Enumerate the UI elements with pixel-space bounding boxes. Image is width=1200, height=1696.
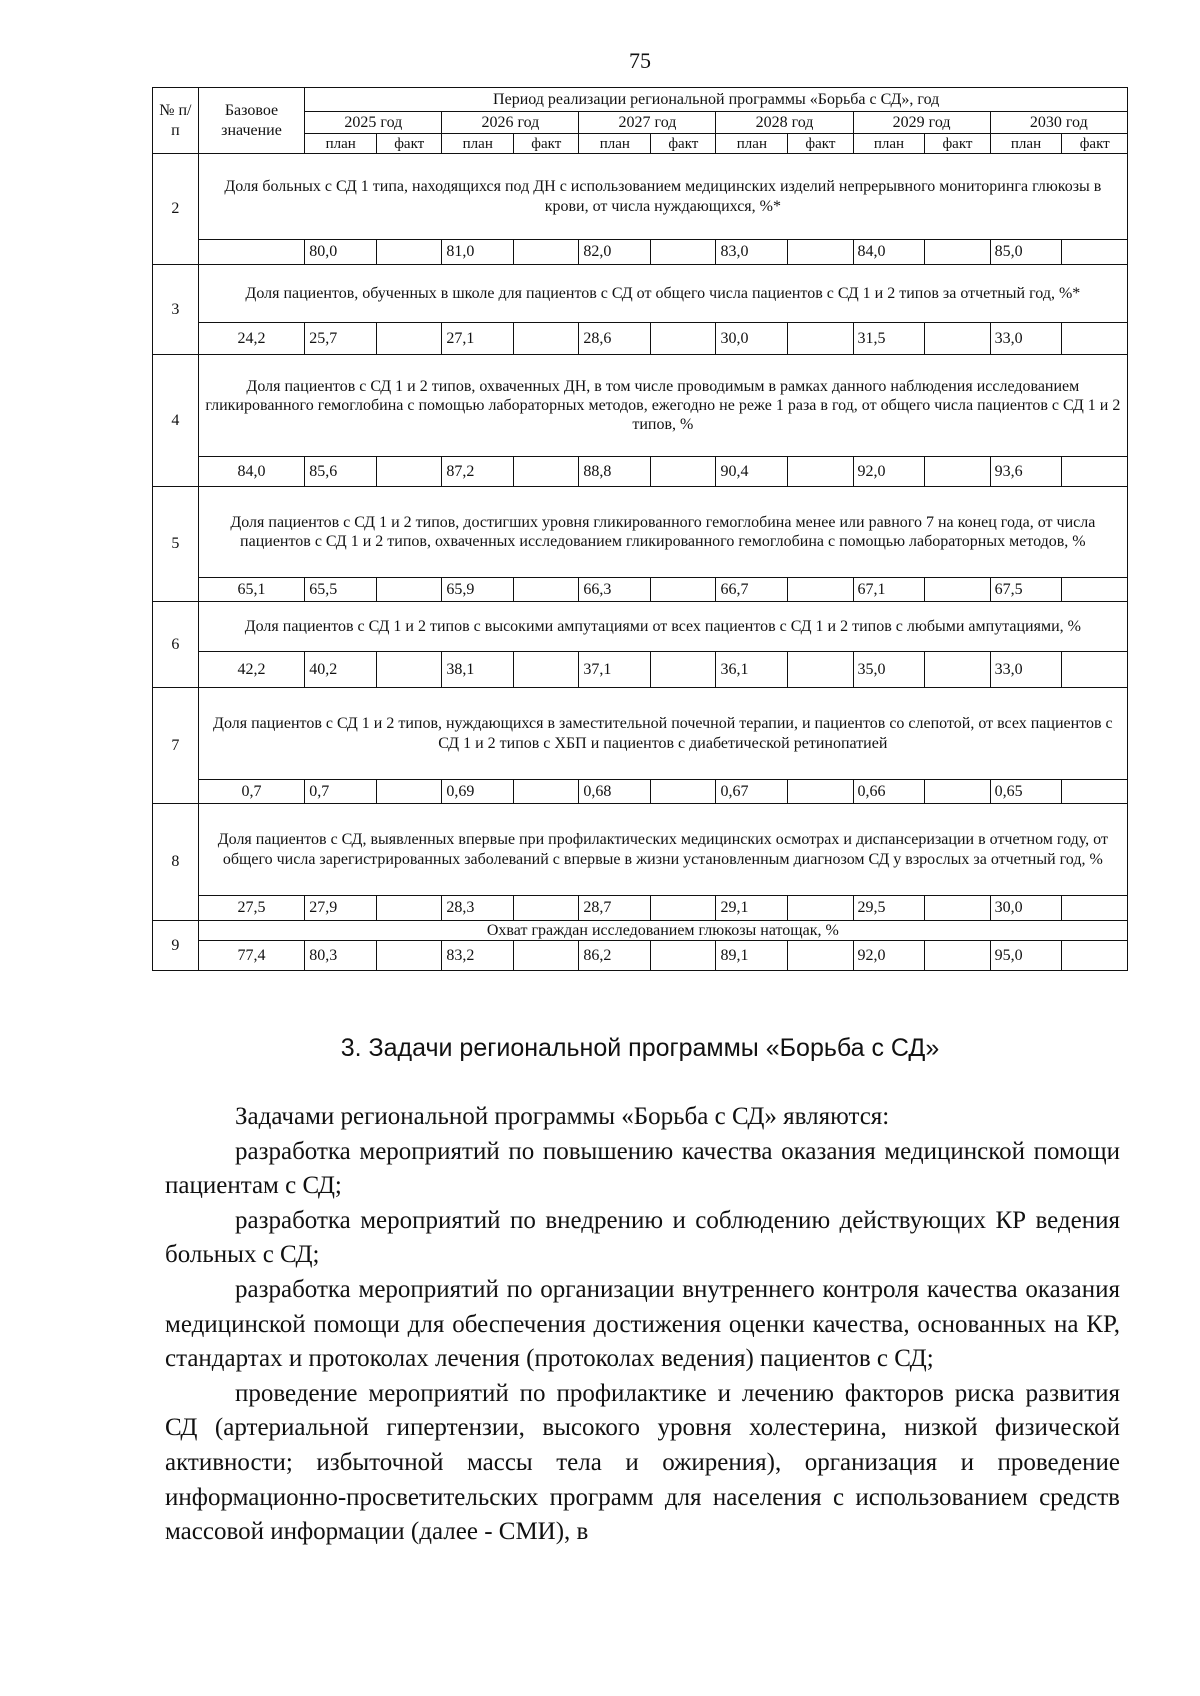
fact-cell	[651, 896, 716, 921]
plan-value: 36,1	[716, 652, 788, 688]
fact-cell	[377, 941, 442, 971]
base-value: 0,7	[198, 780, 305, 804]
fact-cell	[377, 896, 442, 921]
indicator-description: Доля больных с СД 1 типа, находящихся под ДН с использованием медицинских изделий непрерывного мониторинга глюкозы в крови, от числа нуждающихся, %*	[198, 154, 1127, 240]
header-plan: план	[305, 134, 377, 154]
fact-cell	[788, 240, 853, 265]
header-plan: план	[716, 134, 788, 154]
plan-value: 90,4	[716, 457, 788, 487]
fact-cell	[788, 896, 853, 921]
fact-cell	[788, 652, 853, 688]
header-num: № п/п	[153, 88, 199, 154]
plan-value: 83,0	[716, 240, 788, 265]
fact-cell	[925, 941, 990, 971]
plan-value: 0,68	[579, 780, 651, 804]
header-fact: факт	[651, 134, 716, 154]
indicator-description: Доля пациентов с СД 1 и 2 типов, нуждающихся в заместительной почечной терапии, и пациентов со слепотой, от всех пациентов с СД 1 и 2 типов с ХБП и пациентов с диабетической ретинопатией	[198, 688, 1127, 780]
plan-value: 87,2	[442, 457, 514, 487]
base-value: 65,1	[198, 578, 305, 602]
base-value	[198, 240, 305, 265]
plan-value: 88,8	[579, 457, 651, 487]
fact-cell	[1062, 578, 1128, 602]
fact-cell	[377, 240, 442, 265]
row-number: 8	[153, 804, 199, 921]
fact-cell	[925, 896, 990, 921]
plan-value: 38,1	[442, 652, 514, 688]
plan-value: 0,67	[716, 780, 788, 804]
section-title: 3. Задачи региональной программы «Борьба с СД»	[340, 1034, 940, 1062]
body-text	[165, 1100, 1120, 1550]
plan-value: 85,6	[305, 457, 377, 487]
row-number: 7	[153, 688, 199, 804]
indicators-body	[153, 154, 1128, 971]
fact-cell	[651, 323, 716, 355]
row-number: 5	[153, 487, 199, 602]
fact-cell	[925, 652, 990, 688]
plan-value: 0,66	[853, 780, 925, 804]
fact-cell	[377, 323, 442, 355]
fact-cell	[651, 652, 716, 688]
fact-cell	[1062, 323, 1128, 355]
fact-cell	[1062, 457, 1128, 487]
fact-cell	[514, 896, 579, 921]
base-value: 27,5	[198, 896, 305, 921]
fact-cell	[1062, 240, 1128, 265]
header-plan: план	[853, 134, 925, 154]
fact-cell	[788, 457, 853, 487]
plan-value: 29,5	[853, 896, 925, 921]
paragraph: Задачами региональной программы «Борьба с СД» являются:	[235, 1103, 890, 1130]
fact-cell	[651, 578, 716, 602]
fact-cell	[925, 457, 990, 487]
plan-value: 83,2	[442, 941, 514, 971]
plan-value: 66,3	[579, 578, 651, 602]
plan-value: 92,0	[853, 457, 925, 487]
plan-value: 33,0	[990, 323, 1062, 355]
fact-cell	[788, 323, 853, 355]
plan-value: 85,0	[990, 240, 1062, 265]
fact-cell	[514, 941, 579, 971]
header-fact: факт	[788, 134, 853, 154]
plan-value: 67,5	[990, 578, 1062, 602]
fact-cell	[1062, 652, 1128, 688]
header-plan: план	[442, 134, 514, 154]
plan-value: 30,0	[716, 323, 788, 355]
header-year: 2030 год	[990, 112, 1127, 134]
header-year: 2029 год	[853, 112, 990, 134]
plan-value: 92,0	[853, 941, 925, 971]
plan-value: 0,69	[442, 780, 514, 804]
plan-value: 66,7	[716, 578, 788, 602]
plan-value: 27,9	[305, 896, 377, 921]
plan-value: 95,0	[990, 941, 1062, 971]
header-year: 2025 год	[305, 112, 442, 134]
base-value: 77,4	[198, 941, 305, 971]
row-number: 3	[153, 265, 199, 355]
plan-value: 28,3	[442, 896, 514, 921]
fact-cell	[788, 780, 853, 804]
plan-value: 82,0	[579, 240, 651, 265]
header-year: 2027 год	[579, 112, 716, 134]
row-number: 4	[153, 355, 199, 487]
plan-value: 25,7	[305, 323, 377, 355]
indicator-description: Доля пациентов с СД 1 и 2 типов с высокими ампутациями от всех пациентов с СД 1 и 2 типов с любыми ампутациями, %	[198, 602, 1127, 652]
page-number: 75	[629, 48, 651, 73]
header-plan: план	[579, 134, 651, 154]
fact-cell	[788, 578, 853, 602]
paragraph: проведение мероприятий по профилактике и лечению факторов риска развития СД (артериальной гипертензии, высокого уровня холестерина, низкой физической активности; избыточной массы тела и ожирения), организация и проведение информационно-просветительских программ для населения с использованием средств массовой информации (далее - СМИ), в	[165, 1379, 1120, 1546]
indicators-table	[152, 87, 1128, 971]
fact-cell	[925, 578, 990, 602]
plan-value: 80,0	[305, 240, 377, 265]
fact-cell	[377, 652, 442, 688]
row-number: 6	[153, 602, 199, 688]
header-fact: факт	[925, 134, 990, 154]
header-fact: факт	[377, 134, 442, 154]
fact-cell	[514, 240, 579, 265]
plan-value: 28,7	[579, 896, 651, 921]
fact-cell	[377, 578, 442, 602]
fact-cell	[514, 780, 579, 804]
plan-value: 28,6	[579, 323, 651, 355]
indicator-description: Доля пациентов, обученных в школе для пациентов с СД от общего числа пациентов с СД 1 и 2 типов за отчетный год, %*	[198, 265, 1127, 323]
fact-cell	[1062, 896, 1128, 921]
plan-value: 67,1	[853, 578, 925, 602]
fact-cell	[925, 780, 990, 804]
plan-value: 29,1	[716, 896, 788, 921]
row-number: 9	[153, 921, 199, 971]
plan-value: 0,7	[305, 780, 377, 804]
plan-value: 81,0	[442, 240, 514, 265]
fact-cell	[377, 780, 442, 804]
base-value: 42,2	[198, 652, 305, 688]
plan-value: 37,1	[579, 652, 651, 688]
fact-cell	[788, 941, 853, 971]
plan-value: 40,2	[305, 652, 377, 688]
plan-value: 65,5	[305, 578, 377, 602]
paragraph: разработка мероприятий по повышению качества оказания медицинской помощи пациентам с СД;	[165, 1137, 1120, 1200]
plan-value: 80,3	[305, 941, 377, 971]
base-value: 24,2	[198, 323, 305, 355]
header-fact: факт	[514, 134, 579, 154]
plan-value: 89,1	[716, 941, 788, 971]
fact-cell	[514, 652, 579, 688]
plan-value: 84,0	[853, 240, 925, 265]
base-value: 84,0	[198, 457, 305, 487]
fact-cell	[514, 457, 579, 487]
fact-cell	[651, 457, 716, 487]
plan-value: 65,9	[442, 578, 514, 602]
indicator-description: Доля пациентов с СД, выявленных впервые при профилактических медицинских осмотрах и диспансеризации в отчетном году, от общего числа зарегистрированных заболеваний с впервые в жизни установленным диагнозом СД у взрослых за отчетный год, %	[198, 804, 1127, 896]
header-base: Базовое значение	[198, 88, 305, 154]
plan-value: 86,2	[579, 941, 651, 971]
fact-cell	[377, 457, 442, 487]
header-period: Период реализации региональной программы «Борьба с СД», год	[305, 88, 1128, 112]
fact-cell	[1062, 941, 1128, 971]
paragraph: разработка мероприятий по внедрению и соблюдению действующих КР ведения больных с СД;	[165, 1206, 1120, 1269]
plan-value: 31,5	[853, 323, 925, 355]
indicator-description: Доля пациентов с СД 1 и 2 типов, охваченных ДН, в том числе проводимым в рамках данного наблюдения исследованием гликированного гемоглобина с помощью лабораторных методов, ежегодно не реже 1 раза в год, от общего числа пациентов с СД 1 и 2 типов, %	[198, 355, 1127, 457]
fact-cell	[925, 240, 990, 265]
paragraph: разработка мероприятий по организации внутреннего контроля качества оказания медицинской помощи для обеспечения достижения оценки качества, основанных на КР, стандартах и протоколах лечения (протоколах ведения) пациентов с СД;	[165, 1275, 1120, 1373]
fact-cell	[651, 780, 716, 804]
header-year: 2026 год	[442, 112, 579, 134]
fact-cell	[1062, 780, 1128, 804]
plan-value: 27,1	[442, 323, 514, 355]
indicator-description: Доля пациентов с СД 1 и 2 типов, достигших уровня гликированного гемоглобина менее или равного 7 на конец года, от числа пациентов с СД 1 и 2 типов, охваченных исследованием гликированного гемоглобина с помощью лабораторных методов, %	[198, 487, 1127, 578]
fact-cell	[514, 323, 579, 355]
indicator-description: Охват граждан исследованием глюкозы натощак, %	[198, 921, 1127, 941]
fact-cell	[925, 323, 990, 355]
plan-value: 30,0	[990, 896, 1062, 921]
fact-cell	[651, 941, 716, 971]
fact-cell	[651, 240, 716, 265]
header-fact: факт	[1062, 134, 1128, 154]
plan-value: 33,0	[990, 652, 1062, 688]
header-year: 2028 год	[716, 112, 853, 134]
header-plan: план	[990, 134, 1062, 154]
plan-value: 93,6	[990, 457, 1062, 487]
row-number: 2	[153, 154, 199, 265]
plan-value: 35,0	[853, 652, 925, 688]
fact-cell	[514, 578, 579, 602]
plan-value: 0,65	[990, 780, 1062, 804]
